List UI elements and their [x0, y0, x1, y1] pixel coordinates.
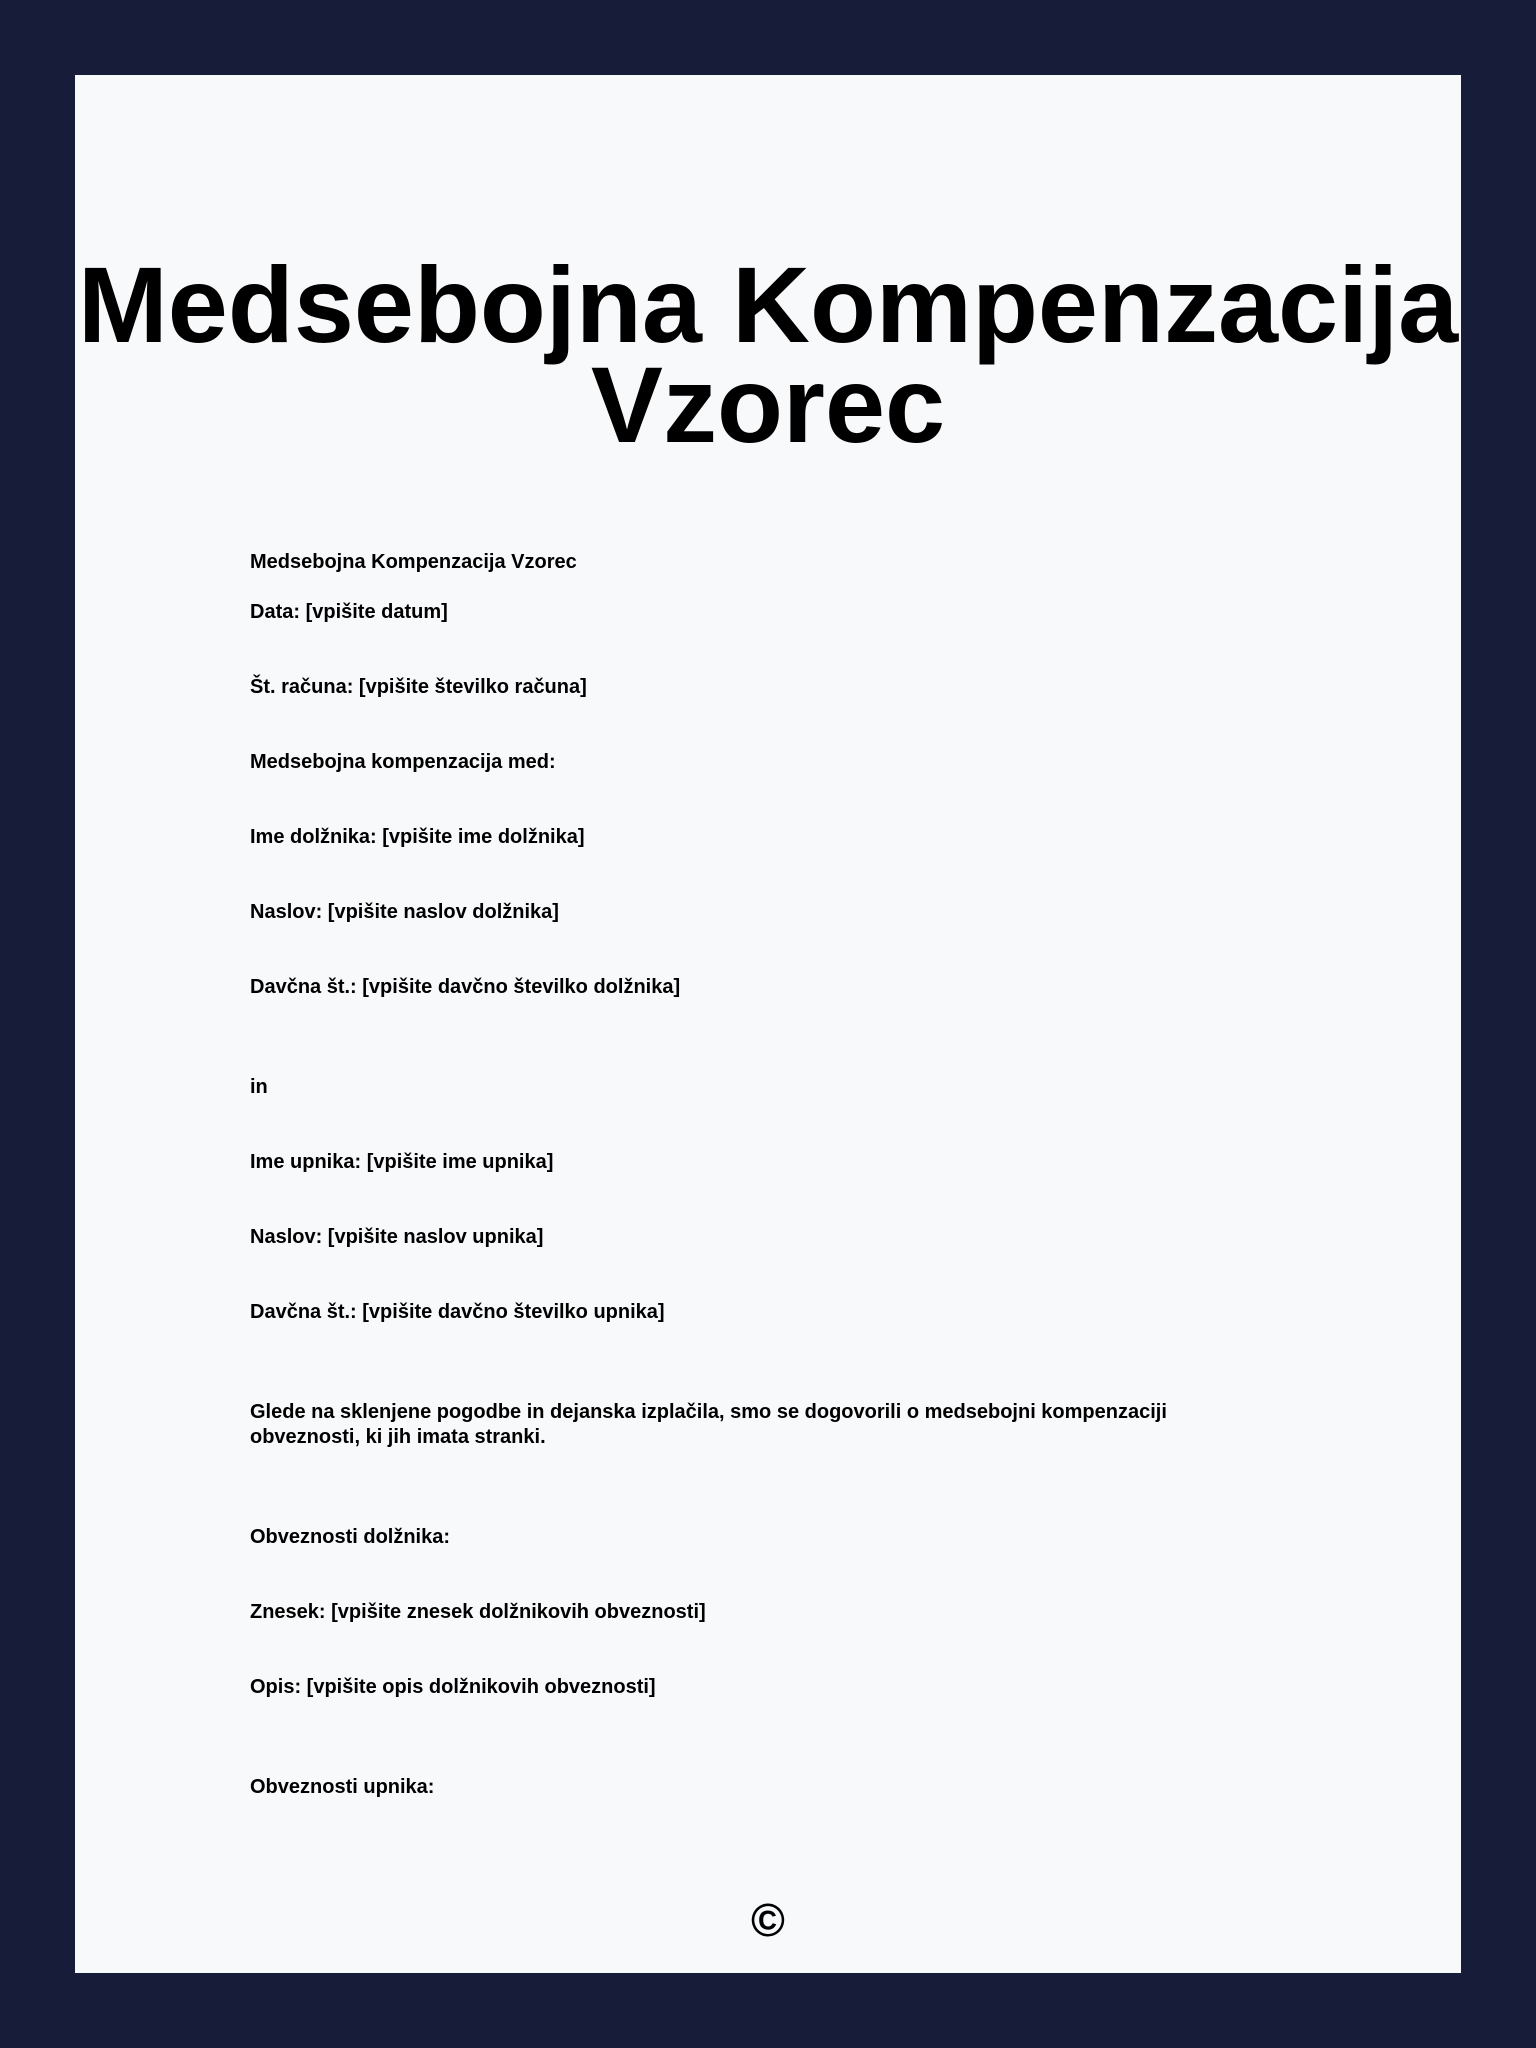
- agreement-paragraph: Glede na sklenjene pogodbe in dejanska izplačila, smo se dogovorili o medsebojni kompenzaciji obveznosti, ki jih imata stranki.: [250, 1401, 1173, 1448]
- date-line: Data: [vpišite datum]: [250, 601, 448, 623]
- document-heading: Medsebojna Kompenzacija Vzorec: [250, 551, 577, 573]
- conjunction-line: in: [250, 1076, 268, 1098]
- debtor-tax-number-line: Davčna št.: [vpišite davčno številko dolžnika]: [250, 976, 681, 998]
- document-title-line-2: Vzorec: [590, 344, 946, 465]
- debtor-amount-line: Znesek: [vpišite znesek dolžnikovih obveznosti]: [250, 1601, 706, 1623]
- debtor-address-line: Naslov: [vpišite naslov dolžnika]: [250, 901, 559, 923]
- invoice-number-line: Št. računa: [vpišite številko računa]: [250, 676, 587, 698]
- creditor-tax-number-line: Davčna št.: [vpišite davčno številko upnika]: [250, 1301, 665, 1323]
- document-page: [75, 75, 1461, 1973]
- creditor-name-line: Ime upnika: [vpišite ime upnika]: [250, 1151, 554, 1173]
- document-title-line-1: Medsebojna Kompenzacija: [77, 244, 1459, 365]
- document-title: [75, 244, 1461, 465]
- compensation-between-line: Medsebojna kompenzacija med:: [250, 751, 556, 773]
- debtor-obligations-heading: Obveznosti dolžnika:: [250, 1526, 451, 1548]
- creditor-address-line: Naslov: [vpišite naslov upnika]: [250, 1226, 544, 1248]
- debtor-name-line: Ime dolžnika: [vpišite ime dolžnika]: [250, 826, 585, 848]
- debtor-description-line: Opis: [vpišite opis dolžnikovih obveznosti]: [250, 1676, 656, 1698]
- creditor-obligations-heading: Obveznosti upnika:: [250, 1776, 435, 1798]
- copyright-icon: ©: [751, 1894, 785, 1946]
